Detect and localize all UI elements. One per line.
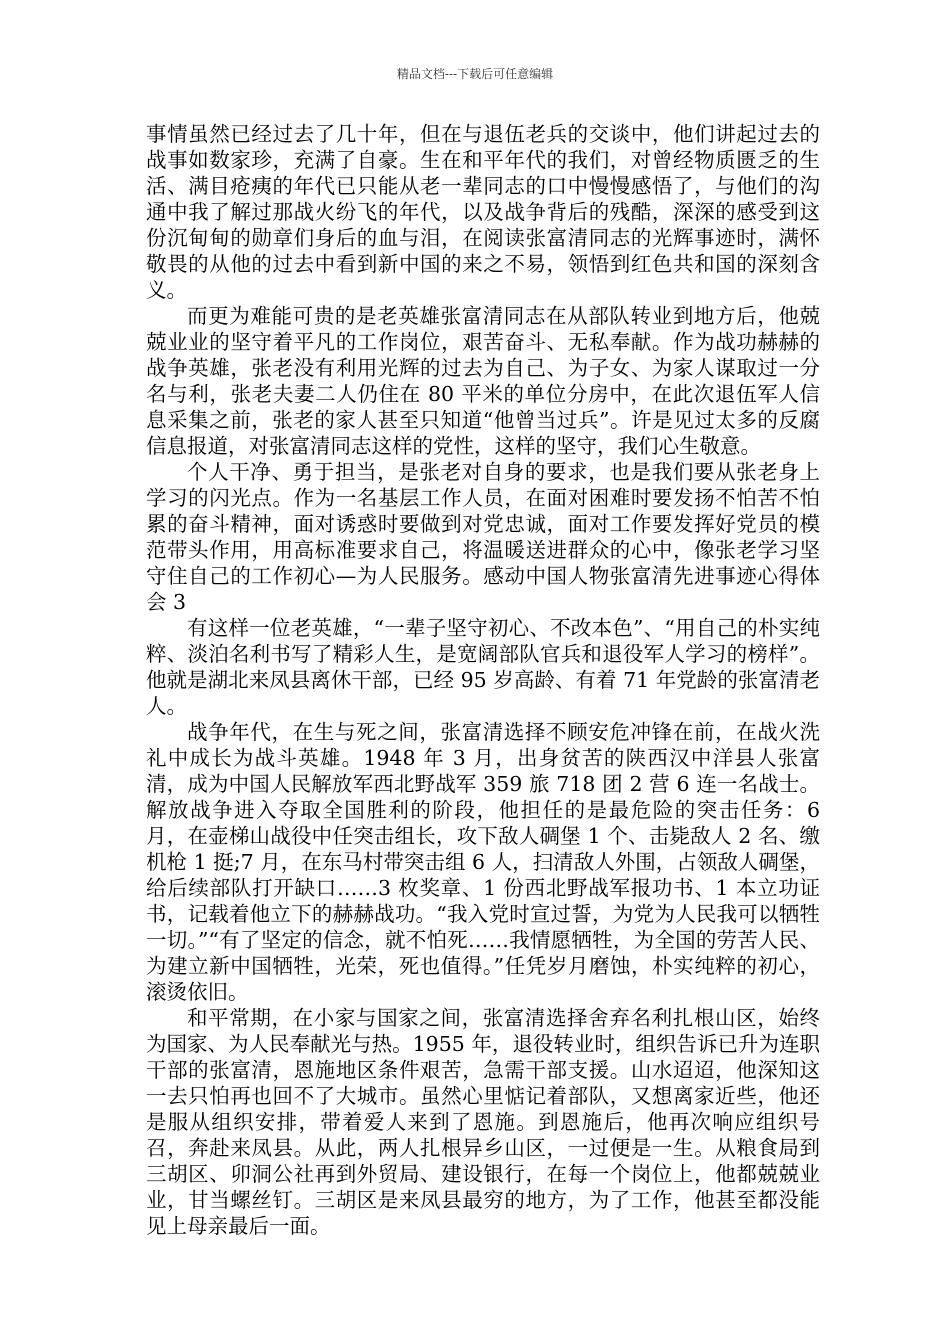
page-header: 精品文档---下载后可任意编辑: [396, 67, 554, 81]
paragraph-4: 有这样一位老英雄，“一辈子坚守初心、不改本色”、“用自己的朴实纯粹、淡泊名利书写了精彩人生，是宽阔部队官兵和退役军人学习的榜样”。他就是湖北来凤县离休干部，已经 95 岁高龄、有着 71 年党龄的张富清老人。: [146, 616, 820, 718]
paragraph-2: 而更为难能可贵的是老英雄张富清同志在从部队转业到地方后，他兢兢业业的坚守着平凡的工作岗位，艰苦奋斗、无私奉献。作为战功赫赫的战争英雄，张老没有利用光辉的过去为自己、为子女、为家人谋取过一分名与利，张老夫妻二人仍住在 80 平米的单位分房中，在此次退伍军人信息采集之前，张老的家人甚至只知道“他曾当过兵”。许是见过太多的反腐信息报道，对张富清同志这样的党性，这样的坚守，我们心生敬意。: [146, 304, 820, 458]
document-body: [146, 121, 820, 1239]
paragraph-5: 战争年代，在生与死之间，张富清选择不顾安危冲锋在前，在战火洗礼中成长为战斗英雄。1948 年 3 月，出身贫苦的陕西汉中洋县人张富清，成为中国人民解放军西北野战军 359 旅 718 团 2 营 6 连一名战士。解放战争进入夺取全国胜利的阶段，他担任的是最危险的突击任务：6 月，在壶梯山战役中任突击组长，攻下敌人碉堡 1 个、击毙敌人 2 名、缴机枪 1 挺;7 月，在东马村带突击组 6 人，扫清敌人外围，占领敌人碉堡，给后续部队打开缺口……3 枚奖章、1 份西北野战军报功书、1 本立功证书，记载着他立下的赫赫战功。“我入党时宣过誓，为党为人民我可以牺牲一切。”“有了坚定的信念，就不怕死……我情愿牺牲，为全国的劳苦人民、为建立新中国牺牲，光荣，死也值得。”任凭岁月磨蚀，朴实纯粹的初心，滚烫依旧。: [146, 720, 820, 1004]
paragraph-6: 和平常期，在小家与国家之间，张富清选择舍弃名利扎根山区，始终为国家、为人民奉献光与热。1955 年，退役转业时，组织告诉已升为连职干部的张富清，恩施地区条件艰苦，急需干部支援。山水迢迢，他深知这一去只怕再也回不了大城市。虽然心里惦记着部队，又想离家近些，他还是服从组织安排，带着爱人来到了恩施。到恩施后，他再次响应组织号召，奔赴来凤县。从此，两人扎根异乡山区，一过便是一生。从粮食局到三胡区、卯洞公社再到外贸局、建设银行，在每一个岗位上，他都兢兢业业，甘当螺丝钉。三胡区是来凤县最穷的地方，为了工作，他甚至都没能见上母亲最后一面。: [146, 1006, 820, 1238]
paragraph-1: 事情虽然已经过去了几十年，但在与退伍老兵的交谈中，他们讲起过去的战事如数家珍，充满了自豪。生在和平年代的我们，对曾经物质匮乏的生活、满目疮痍的年代已只能从老一辈同志的口中慢慢感悟了，与他们的沟通中我了解过那战火纷飞的年代，以及战争背后的残酷，深深的感受到这份沉甸甸的勋章们身后的血与泪，在阅读张富清同志的光辉事迹时，满怀敬畏的从他的过去中看到新中国的来之不易，领悟到红色共和国的深刻含义。: [146, 122, 820, 302]
paragraph-3: 个人干净、勇于担当，是张老对自身的要求，也是我们要从张老身上学习的闪光点。作为一名基层工作人员，在面对困难时要发扬不怕苦不怕累的奋斗精神，面对诱惑时要做到对党忠诚，面对工作要发挥好党员的模范带头作用，用高标准要求自己，将温暖送进群众的心中，像张老学习坚守住自己的工作初心—为人民服务。感动中国人物张富清先进事迹心得体会 3: [146, 460, 820, 614]
